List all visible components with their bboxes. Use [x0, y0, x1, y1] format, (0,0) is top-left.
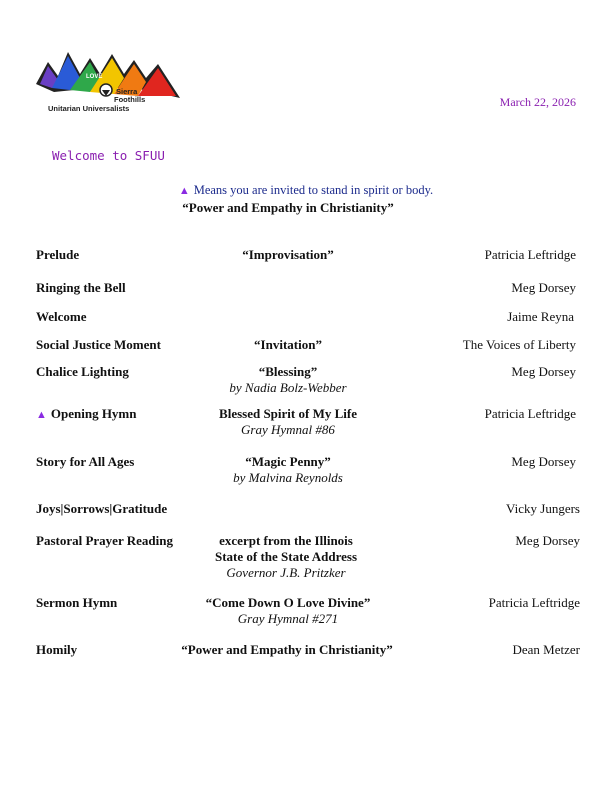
service-leader: Vicky Jungers [506, 501, 580, 516]
service-item-subtitle: Governor J.B. Pritzker [226, 565, 346, 580]
logo-foothills-text: Foothills [114, 95, 146, 104]
service-leader: The Voices of Liberty [462, 337, 576, 352]
logo-sierra-text: Sierra [116, 87, 138, 96]
service-leader: Patricia Leftridge [488, 595, 580, 610]
service-part: Ringing the Bell [36, 280, 126, 295]
invite-note [0, 183, 612, 198]
service-item-title: “Improvisation” [242, 247, 334, 262]
service-item-title-text: Blessed Spirit of My Life [219, 406, 357, 421]
service-leader: Dean Metzer [512, 642, 580, 657]
service-part: Story for All Ages [36, 454, 135, 469]
logo-love-text: LOVE [86, 74, 103, 80]
service-part: Homily [36, 642, 78, 657]
service-item-title-line2: State of the State Address [214, 549, 358, 564]
sfuu-logo [34, 44, 184, 120]
service-title: “Power and Empathy in Christianity” [182, 200, 394, 215]
service-item-title [188, 454, 388, 486]
service-part-with-stand [36, 406, 137, 422]
service-leader: Meg Dorsey [511, 280, 576, 295]
service-part: Social Justice Moment [36, 337, 161, 352]
service-item-title [188, 364, 388, 396]
welcome-heading: Welcome to SFUU [52, 148, 165, 163]
service-item-title [188, 595, 388, 627]
service-item-title [186, 533, 386, 581]
service-leader: Meg Dorsey [511, 364, 576, 379]
service-part: Sermon Hymn [36, 595, 118, 610]
invite-note-text: Means you are invited to stand in spirit or body. [193, 183, 434, 197]
service-part: Chalice Lighting [36, 364, 129, 379]
service-item-title: “Invitation” [254, 337, 322, 352]
service-item-subtitle: by Malvina Reynolds [233, 470, 343, 485]
stand-triangle-icon: ▲ [36, 409, 47, 421]
service-leader: Patricia Leftridge [484, 247, 576, 262]
stand-triangle-icon: ▲ [178, 185, 190, 197]
service-item-title-text: “Blessing” [258, 364, 318, 379]
service-item-subtitle: Gray Hymnal #86 [241, 422, 335, 437]
service-leader: Meg Dorsey [511, 454, 576, 469]
service-item-title-text: excerpt from the Illinois [219, 533, 353, 548]
service-item-subtitle: by Nadia Bolz-Webber [229, 380, 347, 395]
service-part: Welcome [36, 309, 87, 324]
service-item-title: “Power and Empathy in Christianity” [181, 642, 393, 657]
service-item-title [188, 406, 388, 438]
logo-uu-text: Unitarian Universalists [48, 104, 130, 113]
service-item-title-text: “Magic Penny” [245, 454, 331, 469]
service-part: Prelude [36, 247, 80, 262]
service-item-title-text: “Come Down O Love Divine” [205, 595, 371, 610]
service-date: March 22, 2026 [499, 95, 576, 109]
service-leader: Jaime Reyna [507, 309, 574, 324]
service-part: Pastoral Prayer Reading [36, 533, 173, 548]
service-leader: Meg Dorsey [515, 533, 580, 548]
service-part: Joys|Sorrows|Gratitude [36, 501, 168, 516]
service-item-subtitle: Gray Hymnal #271 [237, 611, 339, 626]
service-part: Opening Hymn [50, 406, 137, 421]
service-leader: Patricia Leftridge [484, 406, 576, 421]
